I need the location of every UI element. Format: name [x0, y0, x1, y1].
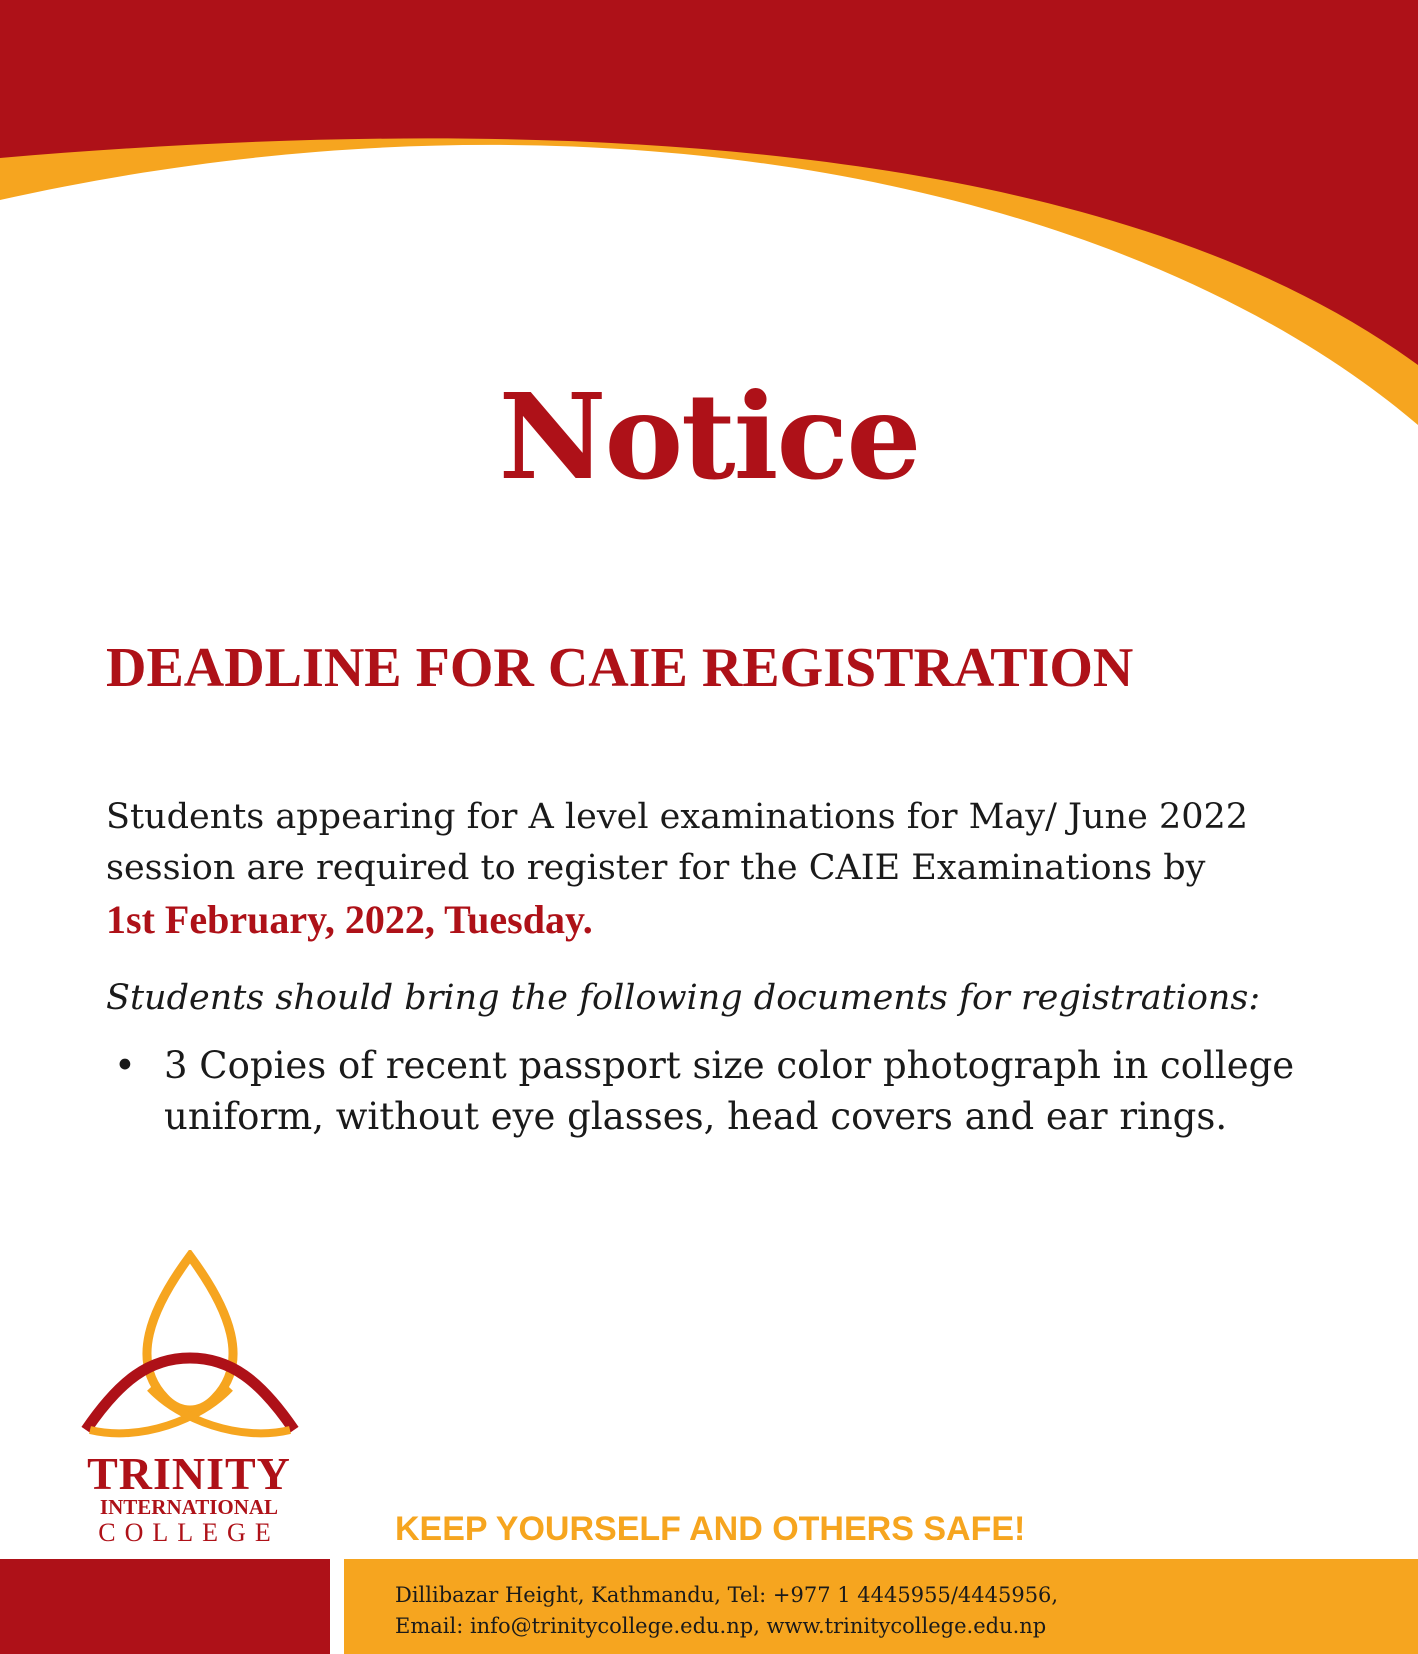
header-wave-banner: [0, 0, 1418, 430]
contact-info: [395, 1580, 1058, 1642]
notice-title: Notice: [498, 367, 920, 506]
deadline-date: 1st February, 2022, Tuesday.: [106, 897, 593, 942]
notice-body: [106, 792, 1336, 945]
body-line: session are required to register for the CAIE Examinations by: [106, 848, 1206, 888]
body-line: Students appearing for A level examinations for May/ June 2022: [106, 797, 1249, 837]
bullet-icon: •: [114, 1044, 136, 1087]
notice-subtitle: DEADLINE FOR CAIE REGISTRATION: [106, 637, 1134, 699]
list-item-line: uniform, without eye glasses, head covers and ear rings.: [164, 1095, 1228, 1138]
list-item-line: 3 Copies of recent passport size color photograph in college: [164, 1044, 1295, 1087]
safety-slogan: KEEP YOURSELF AND OTHERS SAFE!: [395, 1510, 1026, 1548]
documents-list: [106, 1040, 1336, 1142]
logo-text-trinity: TRINITY: [87, 1448, 291, 1499]
footer-red-block: [0, 1559, 330, 1654]
contact-email-web: Email: info@trinitycollege.edu.np, www.trinitycollege.edu.np: [395, 1614, 1047, 1638]
documents-intro: Students should bring the following documents for registrations:: [106, 978, 1261, 1018]
logo-text-international: INTERNATIONAL: [99, 1495, 279, 1519]
trinity-knot-icon: [80, 1250, 300, 1445]
logo-text-college: COLLEGE: [98, 1518, 280, 1547]
contact-address: Dillibazar Height, Kathmandu, Tel: +977 1 4445955/4445956,: [395, 1583, 1059, 1607]
list-item: [106, 1040, 1336, 1142]
